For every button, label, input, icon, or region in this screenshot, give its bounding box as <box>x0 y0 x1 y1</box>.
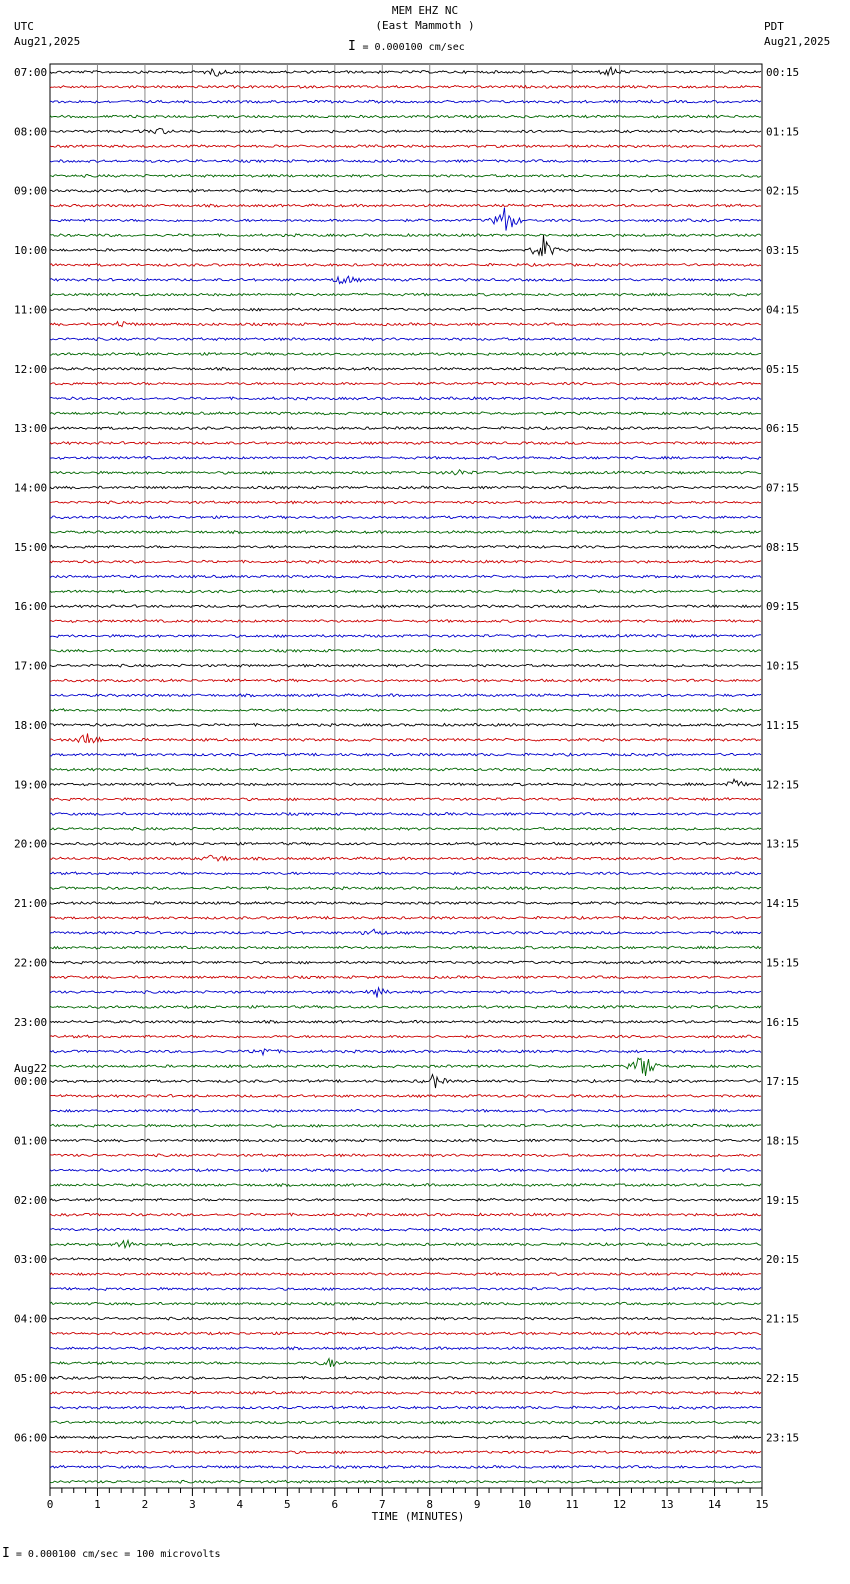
trace-line <box>50 293 761 296</box>
trace-line <box>50 1347 761 1350</box>
trace-line <box>50 531 761 534</box>
trace-line <box>50 605 761 608</box>
trace-line <box>50 1317 761 1320</box>
x-tick-label: 9 <box>473 1498 481 1511</box>
left-time-label: 15:00 <box>14 540 48 554</box>
left-time-label: 12:00 <box>14 362 48 376</box>
trace-line <box>50 946 761 949</box>
right-time-label: 08:15 <box>766 540 800 554</box>
trace-line <box>50 827 761 830</box>
left-time-label: 20:00 <box>14 837 48 851</box>
trace-line <box>50 276 761 283</box>
left-time-label: 16:00 <box>14 600 48 614</box>
trace-line <box>50 457 761 460</box>
trace-line <box>50 575 761 578</box>
right-time-label: 04:15 <box>766 303 800 317</box>
x-tick-label: 6 <box>331 1498 339 1511</box>
trace-line <box>50 67 761 76</box>
x-tick-label: 15 <box>755 1498 769 1511</box>
x-axis-label: TIME (MINUTES) <box>371 1510 465 1523</box>
right-time-label: 11:15 <box>766 718 800 732</box>
trace-line <box>50 753 761 756</box>
trace-line <box>50 1421 761 1424</box>
scale-header-text: = 0.000100 cm/sec <box>362 42 465 53</box>
trace-line <box>50 1258 761 1261</box>
trace-line <box>50 902 761 905</box>
right-time-label: 16:15 <box>766 1015 800 1029</box>
trace-line <box>50 1332 761 1335</box>
trace-line <box>50 367 761 370</box>
trace-line <box>50 961 761 964</box>
left-time-label: 09:00 <box>14 184 48 198</box>
trace-line <box>50 235 761 256</box>
left-date: Aug21,2025 <box>14 35 81 48</box>
trace-line <box>50 635 761 638</box>
trace-line <box>50 590 761 593</box>
x-tick-label: 8 <box>426 1498 434 1511</box>
left-time-label: 04:00 <box>14 1312 48 1326</box>
trace-line <box>50 160 761 163</box>
right-time-label: 02:15 <box>766 184 800 198</box>
trace-line <box>50 442 761 445</box>
trace-line <box>50 1058 761 1076</box>
scale-bar-icon: I <box>2 1546 10 1561</box>
right-time-label: 01:15 <box>766 125 800 139</box>
right-time-label: 23:15 <box>766 1431 800 1445</box>
trace-line <box>50 1466 761 1469</box>
trace-line <box>50 264 761 267</box>
x-tick-label: 0 <box>46 1498 54 1511</box>
trace-line <box>50 620 761 623</box>
right-time-label: 17:15 <box>766 1075 800 1089</box>
trace-line <box>50 887 761 890</box>
x-tick-label: 2 <box>141 1498 149 1511</box>
trace-line <box>50 1228 761 1231</box>
right-time-label: 14:15 <box>766 897 800 911</box>
trace-line <box>50 1169 761 1172</box>
trace-line <box>50 322 761 327</box>
trace-line <box>50 516 761 519</box>
trace-line <box>50 234 761 237</box>
trace-line <box>50 855 761 861</box>
x-tick-label: 4 <box>236 1498 244 1511</box>
x-tick-label: 3 <box>189 1498 196 1511</box>
left-time-label: 07:00 <box>14 66 48 79</box>
left-date-label: Aug22 <box>14 1062 48 1076</box>
trace-line <box>50 1391 761 1394</box>
left-time-label: 02:00 <box>14 1193 48 1207</box>
trace-line <box>50 412 761 415</box>
trace-line <box>50 100 761 103</box>
trace-line <box>50 1075 761 1089</box>
trace-line <box>50 842 761 845</box>
left-time-label: 22:00 <box>14 956 48 970</box>
left-time-label: 14:00 <box>14 481 48 495</box>
trace-line <box>50 338 761 341</box>
trace-line <box>50 813 761 816</box>
station-location: (East Mammoth ) <box>375 19 475 32</box>
x-tick-label: 11 <box>565 1498 579 1511</box>
trace-line <box>50 501 761 504</box>
right-timezone: PDT <box>764 20 784 33</box>
left-time-label: 23:00 <box>14 1015 48 1029</box>
right-time-label: 18:15 <box>766 1134 800 1148</box>
footer-scale <box>2 1547 221 1561</box>
trace-line <box>50 1139 761 1142</box>
trace-line <box>50 929 761 934</box>
trace-line <box>50 679 761 682</box>
trace-line <box>50 1213 761 1216</box>
trace-line <box>50 115 761 118</box>
right-time-label: 03:15 <box>766 244 800 258</box>
trace-line <box>50 779 761 786</box>
right-time-label: 05:15 <box>766 362 800 376</box>
left-time-label: 10:00 <box>14 244 48 258</box>
right-time-label: 15:15 <box>766 956 800 970</box>
trace-line <box>50 1376 761 1379</box>
left-time-label: 01:00 <box>14 1134 48 1148</box>
left-time-label: 13:00 <box>14 422 48 436</box>
trace-line <box>50 204 761 207</box>
trace-line <box>50 709 761 712</box>
trace-line <box>50 724 761 727</box>
trace-line <box>50 872 761 875</box>
trace-line <box>50 649 761 652</box>
right-time-label: 10:15 <box>766 659 800 673</box>
trace-line <box>50 208 761 231</box>
left-time-label: 17:00 <box>14 659 48 673</box>
trace-line <box>50 545 761 548</box>
trace-line <box>50 1006 761 1009</box>
x-tick-label: 1 <box>94 1498 101 1511</box>
left-time-label: 06:00 <box>14 1431 48 1445</box>
left-time-label: 00:00 <box>14 1075 48 1089</box>
right-time-label: 07:15 <box>766 481 800 495</box>
left-time-label: 18:00 <box>14 718 48 732</box>
trace-line <box>50 486 761 489</box>
trace-line <box>50 1273 761 1276</box>
trace-line <box>50 1020 761 1023</box>
left-time-label: 03:00 <box>14 1253 48 1267</box>
right-time-label: 00:15 <box>766 66 800 79</box>
trace-line <box>50 1184 761 1187</box>
trace-line <box>50 694 761 697</box>
left-time-label: 21:00 <box>14 897 48 911</box>
trace-line <box>50 128 761 133</box>
right-time-label: 12:15 <box>766 778 800 792</box>
trace-line <box>50 353 761 356</box>
trace-line <box>50 1154 761 1157</box>
trace-line <box>50 175 761 178</box>
right-date: Aug21,2025 <box>764 35 831 48</box>
trace-line <box>50 1359 761 1367</box>
trace-line <box>50 145 761 148</box>
trace-line <box>50 976 761 979</box>
trace-line <box>50 560 761 563</box>
trace-line <box>50 988 761 998</box>
right-time-label: 09:15 <box>766 600 800 614</box>
x-tick-label: 10 <box>518 1498 532 1511</box>
trace-line <box>50 664 761 667</box>
trace-line <box>50 768 761 771</box>
trace-line <box>50 917 761 920</box>
trace-line <box>50 1406 761 1409</box>
left-time-label: 11:00 <box>14 303 48 317</box>
trace-line <box>50 1035 761 1038</box>
trace-line <box>50 85 761 88</box>
left-time-label: 19:00 <box>14 778 48 792</box>
x-tick-label: 12 <box>612 1498 627 1511</box>
trace-line <box>50 1109 761 1112</box>
left-timezone: UTC <box>14 20 34 33</box>
x-tick-label: 5 <box>284 1498 291 1511</box>
trace-line <box>50 1124 761 1127</box>
x-tick-label: 13 <box>660 1498 674 1511</box>
right-time-label: 13:15 <box>766 837 800 851</box>
left-time-label: 08:00 <box>14 125 48 139</box>
station-title: MEM EHZ NC <box>391 4 459 17</box>
trace-line <box>50 470 761 475</box>
trace-line <box>50 382 761 385</box>
trace-line <box>50 733 761 743</box>
right-time-label: 22:15 <box>766 1371 800 1385</box>
trace-line <box>50 397 761 400</box>
right-time-label: 21:15 <box>766 1312 800 1326</box>
trace-line <box>50 1240 761 1248</box>
trace-line <box>50 189 761 192</box>
trace-line <box>50 1302 761 1305</box>
left-time-label: 05:00 <box>14 1371 48 1385</box>
trace-line <box>50 1451 761 1454</box>
trace-line <box>50 1287 761 1290</box>
right-time-label: 06:15 <box>766 422 800 436</box>
trace-line <box>50 1049 761 1055</box>
x-tick-label: 14 <box>707 1498 722 1511</box>
trace-line <box>50 798 761 801</box>
trace-line <box>50 1198 761 1201</box>
trace-line <box>50 308 761 311</box>
trace-line <box>50 1436 761 1439</box>
trace-line <box>50 427 761 430</box>
x-tick-label: 7 <box>378 1498 386 1511</box>
right-time-label: 19:15 <box>766 1193 800 1207</box>
scale-bar-icon: I <box>348 39 356 54</box>
footer-scale-text: = 0.000100 cm/sec = 100 microvolts <box>15 1549 221 1560</box>
right-time-label: 20:15 <box>766 1253 800 1267</box>
trace-line <box>50 1095 761 1098</box>
trace-line <box>50 1480 761 1483</box>
